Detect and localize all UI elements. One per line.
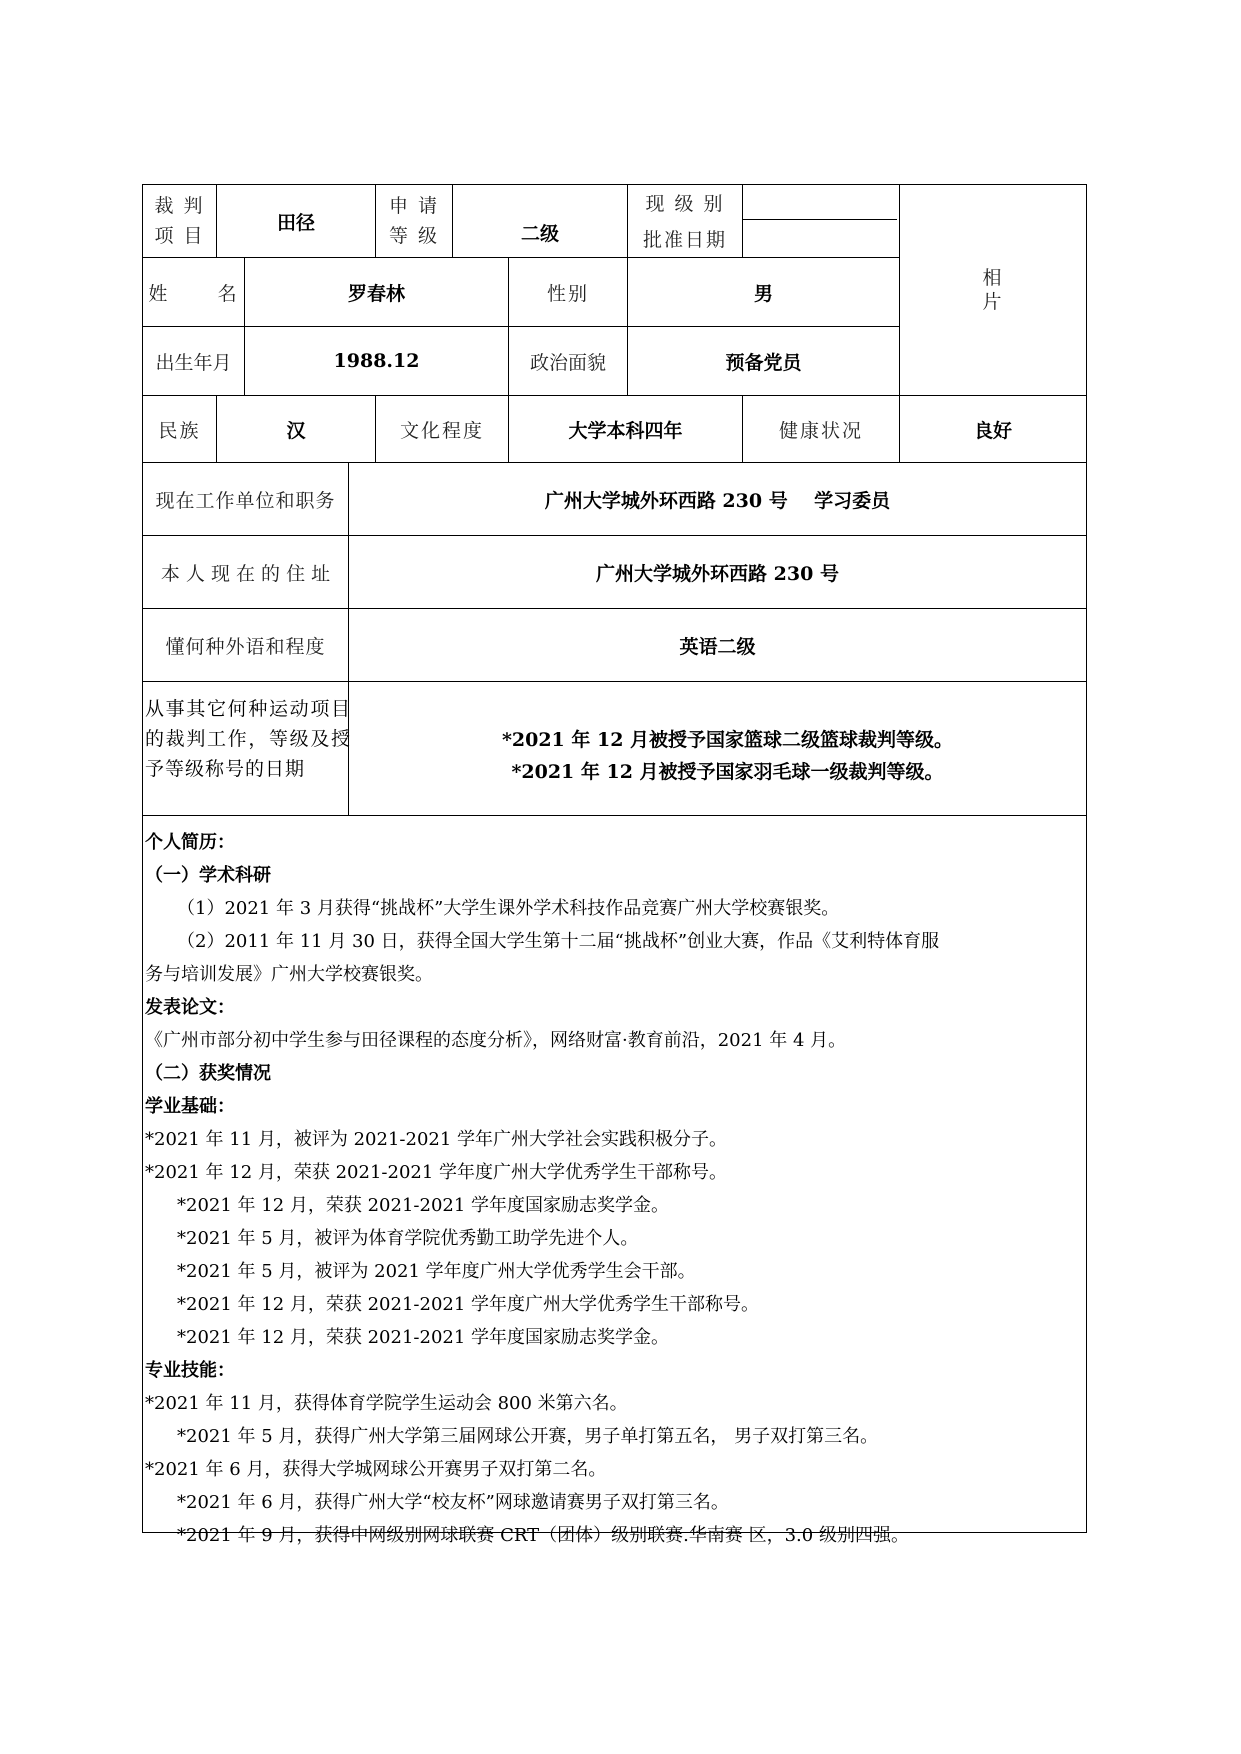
resume-section (145, 826, 1095, 1552)
sports-referee-value (355, 724, 1100, 788)
sports-referee-item: *2021 年 12 月被授予国家篮球二级篮球裁判等级。 (501, 729, 954, 751)
gender-value: 男 (753, 282, 773, 305)
address-value: 广州大学城外环西路 230 号 (596, 562, 839, 585)
study-item: *2021 年 12 月，荣获 2021-2021 学年度广州大学优秀学生干部称号。 (177, 1294, 760, 1315)
birth-value: 1988.12 (333, 350, 420, 372)
sports-referee-item: *2021 年 12 月被授予国家羽毛球一级裁判等级。 (511, 761, 944, 783)
photo-label-line1: 相 (982, 267, 1004, 289)
photo-box (900, 185, 1086, 395)
study-heading: 学业基础： (145, 1096, 235, 1117)
gender-label: 性别 (546, 282, 589, 305)
study-item: *2021 年 5 月，被评为体育学院优秀勤工助学先进个人。 (177, 1228, 639, 1249)
skill-item: *2021 年 11 月，获得体育学院学生运动会 800 米第六名。 (145, 1393, 628, 1414)
skill-heading: 专业技能： (145, 1360, 235, 1381)
papers-heading: 发表论文： (145, 997, 235, 1018)
approval-date-label: 批准日期 (642, 229, 727, 251)
academic-heading: （一）学术科研 (145, 865, 271, 886)
referee-item-label-line2: 项 目 (154, 225, 205, 247)
skill-item: *2021 年 5 月，获得广州大学第三届网球公开赛，男子单打第五名， 男子双打第三名。 (177, 1426, 879, 1447)
current-level-value (743, 185, 898, 219)
health-value: 良好 (973, 419, 1012, 442)
referee-item-value: 田径 (276, 211, 315, 234)
ethnic-value: 汉 (286, 419, 306, 442)
study-item: *2021 年 5 月，被评为 2021 学年度广州大学优秀学生会干部。 (177, 1261, 696, 1282)
photo-label-line2: 片 (982, 291, 1004, 313)
name-value: 罗春林 (347, 282, 405, 305)
skill-item: *2021 年 6 月，获得大学城网球公开赛男子双打第二名。 (145, 1459, 607, 1480)
skill-item: *2021 年 9 月，获得中网级别网球联赛 CRT（团体）级别联赛.华南赛 区，3.0 级别四强。 (177, 1525, 909, 1546)
study-item: *2021 年 12 月，荣获 2021-2021 学年度国家励志奖学金。 (177, 1327, 670, 1348)
sports-referee-label: 从事其它何种运动项目的裁判工作，等级及授予等级称号的日期 (145, 698, 351, 780)
work-label: 现在工作单位和职务 (155, 489, 336, 512)
referee-item-label (143, 185, 216, 257)
study-item: *2021 年 12 月，荣获 2021-2021 学年度广州大学优秀学生干部称号。 (145, 1162, 728, 1183)
academic-item: （2）2011 年 11 月 30 日，获得全国大学生第十二届“挑战杯”创业大赛，作品《艾利特体育服 (177, 931, 940, 952)
referee-item-label-line1: 裁 判 (154, 195, 205, 217)
awards-heading: （二）获奖情况 (145, 1063, 271, 1084)
row-line (142, 681, 1087, 682)
language-value: 英语二级 (679, 635, 756, 658)
work-value: 广州大学城外环西路 230 号 学习委员 (544, 489, 891, 512)
education-value: 大学本科四年 (568, 419, 683, 442)
approval-date-value (743, 220, 898, 257)
apply-level-label-line2: 等 级 (388, 225, 440, 247)
education-label: 文化程度 (399, 419, 484, 442)
row-line (142, 815, 1087, 816)
apply-level-label (376, 185, 452, 257)
birth-label: 出生年月 (155, 351, 232, 374)
language-label: 懂何种外语和程度 (165, 635, 326, 658)
paper-item: 《广州市部分初中学生参与田径课程的态度分析》，网络财富·教育前沿，2021 年 4 月。 (145, 1030, 847, 1051)
current-level-label: 现 级 别 (645, 192, 725, 215)
apply-level-value: 二级 (520, 223, 559, 245)
academic-item-continued: 务与培训发展》广州大学校赛银奖。 (145, 964, 433, 985)
study-item: *2021 年 12 月，荣获 2021-2021 学年度国家励志奖学金。 (177, 1195, 670, 1216)
health-label: 健康状况 (778, 419, 863, 442)
study-item: *2021 年 11 月，被评为 2021-2021 学年广州大学社会实践积极分子。 (145, 1129, 728, 1150)
political-value: 预备党员 (725, 351, 802, 374)
ethnic-label: 民族 (158, 419, 201, 442)
political-label: 政治面貌 (529, 351, 606, 374)
resume-title: 个人简历： (145, 832, 235, 853)
academic-item: （1）2021 年 3 月获得“挑战杯”大学生课外学术科技作品竞赛广州大学校赛银奖。 (177, 898, 840, 919)
address-label: 本 人 现 在 的 住 址 (160, 562, 331, 585)
name-label: 姓 名 (148, 282, 239, 305)
skill-item: *2021 年 6 月，获得广州大学“校友杯”网球邀请赛男子双打第三名。 (177, 1492, 729, 1513)
apply-level-label-line1: 申 请 (388, 195, 440, 217)
